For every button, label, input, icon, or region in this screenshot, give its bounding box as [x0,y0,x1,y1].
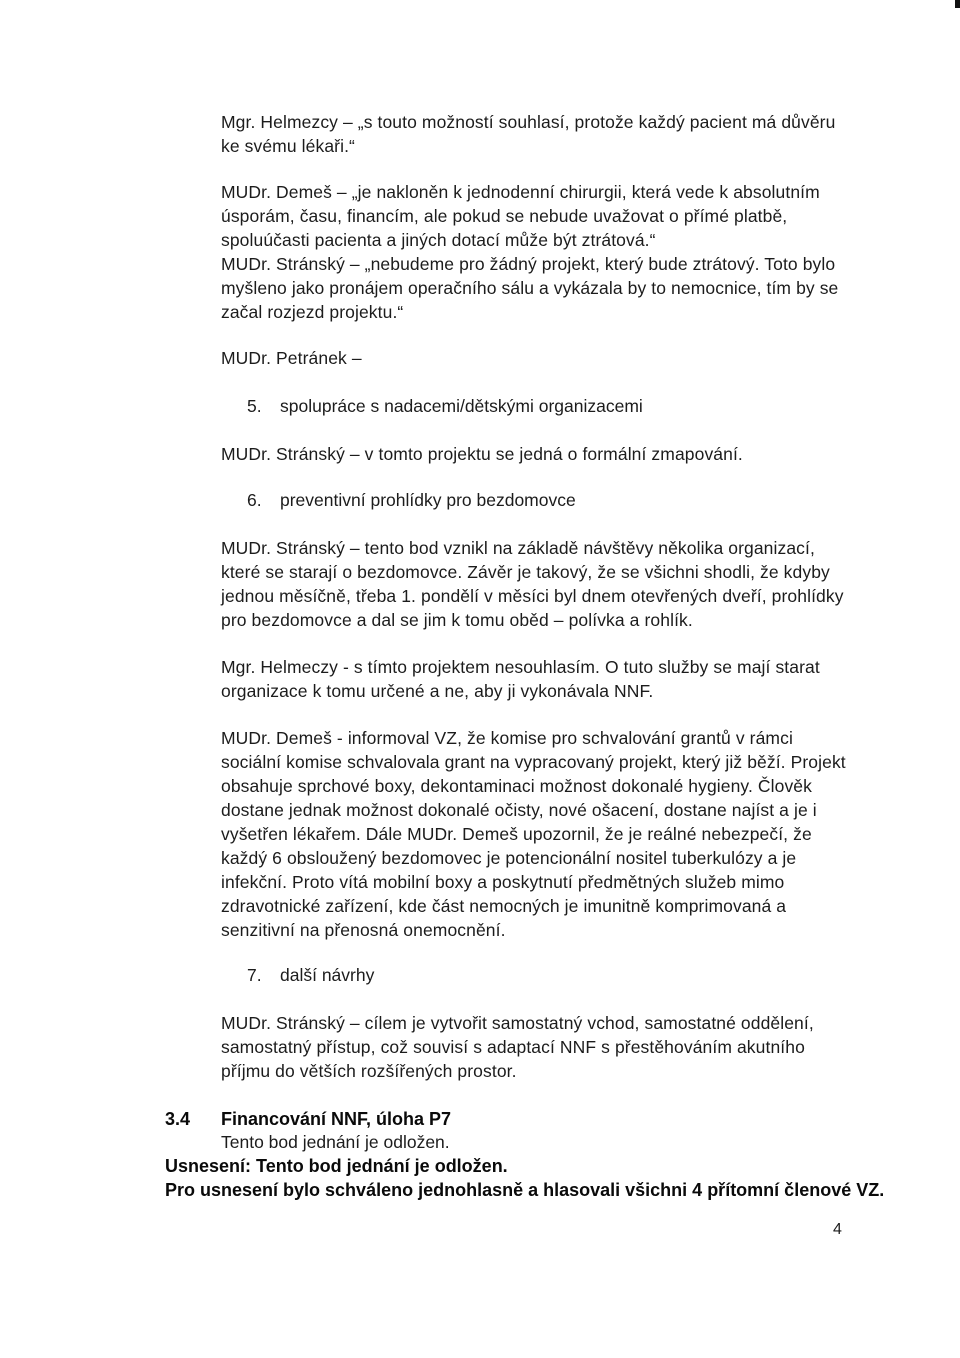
paragraph-stransky-3: MUDr. Stránský – tento bod vznikl na základě návštěvy několika organizací, které se starají o bezdomovce. Závěr je takový, že se všichni shodli, že kdyby jednou měsíčně, třeba 1. pondělí v měsíci byl dnem otevřených dveří, prohlídky pro bezdomovce a dal se jim k tomu oběd – polívka a rohlík. [221,538,844,630]
paragraph-helmeczy-1: Mgr. Helmezcy – „s touto možností souhlasí, protože každý pacient má důvěru ke svému lékaři.“ [221,112,836,156]
list-text: další návrhy [280,965,375,985]
list-item-6 [247,488,576,512]
paragraph-demes-2: MUDr. Demeš - informoval VZ, že komise pro schvalování grantů v rámci sociální komise schvalovala grant na vypracovaný projekt, který již běží. Projekt obsahuje sprchové boxy, dekontaminaci možnost dokonalé hygieny. Člověk dostane jednak možnost dokonalé očisty, nové ošacení, dostane najíst a je i vyšetřen lékařem. Dále MUDr. Demeš upozornil, že je reálné nebezpečí, že každý 6 obsloužený bezdomovec je potencionální nositel tuberkulózy a je infekční. Proto vítá mobilní boxy a poskytnutí předmětných služeb mimo zdravotnické zařízení, kde část nemocných je imunitně komprimovaná a senzitivní na přenosná onemocnění. [221,728,846,940]
section-title: Financování NNF, úloha P7 [221,1109,452,1129]
paragraph-stransky-4: MUDr. Stránský – cílem je vytvořit samostatný vchod, samostatné oddělení, samostatný přístup, což souvisí s adaptací NNF s přestěhováním akutního příjmu do větších rozšířených prostor. [221,1013,814,1081]
list-number: 5. [247,396,262,416]
list-item-5 [247,394,643,418]
voting-result-line: Pro usnesení bylo schváleno jednohlasně a hlasovali všichni 4 přítomní členové VZ. [165,1180,885,1200]
resolution-line: Usnesení: Tento bod jednání je odložen. [165,1156,508,1176]
list-text: preventivní prohlídky pro bezdomovce [280,490,576,510]
list-text: spolupráce s nadacemi/dětskými organizacemi [280,396,643,416]
paragraph-stransky-1: MUDr. Stránský – „nebudeme pro žádný projekt, který bude ztrátový. Toto bylo myšleno jako pronájem operačního sálu a vykázala by to nemocnice, tím by se začal rozjezd projektu.“ [221,254,839,322]
list-number: 7. [247,965,262,985]
paragraph-stransky-2: MUDr. Stránský – v tomto projektu se jedná o formální zmapování. [221,444,743,464]
section-number: 3.4 [165,1109,191,1129]
list-item-7 [247,963,374,987]
section-heading [165,1107,451,1131]
paragraph-demes-1: MUDr. Demeš – „je nakloněn k jednodenní chirurgii, která vede k absolutním úsporám, času, financím, ale pokud se nebude uvažovat o přímé platbě, spoluúčasti pacienta a jiných dotací může být ztrátová.“ [221,182,820,250]
paragraph-petranek: MUDr. Petránek – [221,348,362,368]
scan-corner-mark [955,0,960,8]
paragraph-helmeczy-2: Mgr. Helmeczy - s tímto projektem nesouhlasím. O tuto služby se mají starat organizace k tomu určené a ne, aby ji vykonávala NNF. [221,657,820,701]
page-number: 4 [833,1221,842,1238]
section-note: Tento bod jednání je odložen. [221,1132,450,1152]
list-number: 6. [247,490,262,510]
